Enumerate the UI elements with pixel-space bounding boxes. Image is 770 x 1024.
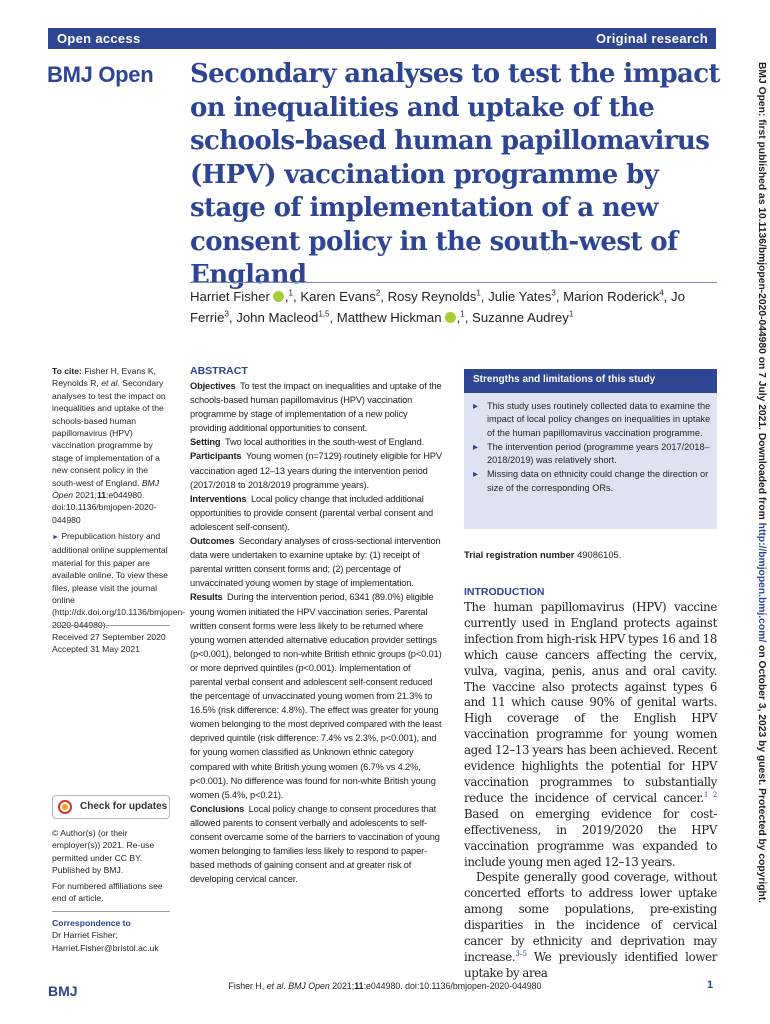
- abstract-section-label: Setting: [190, 437, 221, 448]
- check-for-updates-button[interactable]: [52, 795, 170, 819]
- affiliation-number: 2: [375, 288, 381, 298]
- abstract-section-label: Results: [190, 592, 223, 603]
- trial-number: 49086105.: [577, 549, 622, 560]
- copyright-note: © Author(s) (or their employer(s)) 2021. Re-use permitted under CC BY. Published by BMJ.: [52, 828, 155, 876]
- article-type-label: Original research: [595, 31, 708, 46]
- abstract-section-text: During the intervention period, 6341 (89.0%) eligible young women initiated the HPV vaccination series. Parental written consent forms were less likely to be returned where young women attended alternative education provider settings (p<0.001), belonged to non-white British ethnic groups (p<0.01) or more deprived quintiles (p<0.001). Implementation of parental verbal consent and adolescent self-consent reduced the percentage of unvaccinated young women from 21.3% to 16.5% (risk difference: 4.8%). The effect was greater for young women belonging to the most deprived compared with the least deprived quintile (risk difference: 7.4% vs 2.3%, p<0.001), and for young women classified as Unknown ethnic category compared with white British young women (6.7% vs 4.2%, p<0.001). No difference was found for non-white British young women (5.4%, p<0.21).: [190, 592, 442, 800]
- author[interactable]: [488, 289, 556, 304]
- author[interactable]: Harriet Fisher ,$^1$: [190, 288, 293, 304]
- abstract-section: [190, 449, 445, 491]
- abstract-section-text: Two local authorities in the south-west of England.: [224, 437, 425, 448]
- author[interactable]: Matthew Hickman ,$^1$: [336, 309, 465, 325]
- orcid-icon[interactable]: [445, 312, 456, 323]
- dates-block: [52, 631, 170, 656]
- vertical-copyright-note: [756, 62, 767, 903]
- abstract-section-text: To test the impact on inequalities and uptake of the schools-based human papillomavirus (HPV) vaccination programme by stage of implementation of a new policy providing additional opportunities to consent.: [190, 381, 442, 434]
- footer-citation: [0, 981, 770, 991]
- footer-cite-sep: .: [283, 981, 289, 991]
- cite-text-2: . Secondary analyses to test the impact on inequalities and uptake of the schools-based human papillomavirus (HPV) vaccination programme by stage of implementation of a new consent policy in the south-west of England.: [52, 378, 166, 488]
- footer-cite-text: Fisher H,: [228, 981, 265, 991]
- abstract-section-text: Young women (n=7129) routinely eligible for HPV vaccination aged 12–13 years during the intervention period (2017/2018 to 2018/2019 programme years).: [190, 451, 442, 490]
- abstract-body: [190, 379, 445, 886]
- check-updates-label: Check for updates: [80, 801, 168, 812]
- author-name: Matthew Hickman: [336, 309, 442, 325]
- reference-link[interactable]: 3–5: [515, 950, 527, 959]
- abstract-section-label: Conclusions: [190, 803, 245, 814]
- abstract-section-label: Interventions: [190, 493, 247, 504]
- orcid-icon[interactable]: [273, 291, 284, 302]
- affiliation-number: 1: [288, 288, 293, 298]
- abstract-section: [190, 590, 445, 801]
- abstract-section-label: Objectives: [190, 381, 236, 391]
- author[interactable]: [563, 289, 663, 304]
- author[interactable]: [472, 310, 573, 325]
- intro-p2-text: Despite generally good coverage, without concerted efforts to address lower uptake among some populations, pre-existing disparities in the incidence of cervical cancer by ethnicity and deprivation may increase.: [464, 870, 717, 964]
- journal-logo[interactable]: BMJ Open: [47, 62, 154, 87]
- abstract-section: [190, 534, 445, 590]
- open-access-label: Open access: [57, 31, 141, 46]
- abstract-heading: ABSTRACT: [190, 365, 248, 377]
- article-title: Secondary analyses to test the impact on inequalities and uptake of the schools-based human papillomavirus (HPV) vaccination programme by stage of implementation of a new consent policy in the south-west of England: [190, 59, 720, 290]
- intro-p1-text-2: Based on emerging evidence for cost-effectiveness, in 2019/2020 the HPV vaccination programme was expanded to include young men aged 12–13 years.: [464, 806, 717, 869]
- affiliation-number: 1: [476, 288, 481, 298]
- check-updates-icon: [58, 800, 72, 814]
- footer-cite-doi: :e044980. doi:10.1136/bmjopen-2020-044980: [363, 981, 542, 991]
- vertical-note-text: BMJ Open: first published as 10.1136/bmjopen-2020-044980 on 7 July 2021. Downloaded from: [756, 62, 767, 523]
- abstract-section: [190, 379, 445, 435]
- introduction-body: [464, 600, 717, 982]
- title-divider: [190, 282, 717, 283]
- author-name: Marion Roderick: [563, 289, 660, 304]
- footer-cite-volume: 11: [354, 981, 364, 991]
- received-date: Received 27 September 2020: [52, 632, 166, 642]
- strength-item: ▸ This study uses routinely collected data to examine the impact of local policy changes on inequalities in uptake of the human papillomavirus vaccination programme.: [473, 400, 711, 440]
- affiliation-number: 3: [551, 288, 556, 298]
- cite-text-4: :e044980. doi:10.1136/bmjopen-2020-044980: [52, 490, 157, 525]
- author-name: John Macleod: [236, 309, 319, 325]
- cite-text-3: 2021;: [75, 490, 97, 501]
- prepub-text[interactable]: Prepublication history and additional online supplemental material for this paper are available online. To view these files, please visit the journal online (http://dx.doi.org/10.1136/bmjopen-2020-044980).: [52, 531, 186, 630]
- cite-text-1: Fisher H, Evans K, Reynolds R,: [52, 366, 156, 389]
- triangle-bullet-icon: ►: [52, 534, 59, 541]
- cite-volume: 11: [96, 490, 107, 501]
- affiliation-number: 4: [659, 288, 664, 298]
- author-name: Jo Ferrie: [190, 289, 685, 325]
- affiliation-number: 1,5: [318, 309, 330, 319]
- abstract-section-label: Outcomes: [190, 536, 235, 547]
- header-bar: [48, 28, 716, 49]
- prepub-note: [52, 530, 186, 631]
- correspondence-name: Dr Harriet Fisher;: [52, 930, 118, 941]
- strengths-list: [464, 400, 717, 495]
- abstract-section-label: Participants: [190, 451, 242, 462]
- intro-paragraph-1: [464, 600, 717, 870]
- author[interactable]: [236, 310, 329, 325]
- reference-link[interactable]: 1 2: [703, 790, 717, 799]
- abstract-section-text: Secondary analyses of cross-sectional intervention data were undertaken to examine uptake by: (1) receipt of parental written consent forms and; (2) percentage of unvaccinated young women by stage of implementation.: [190, 536, 441, 589]
- introduction-heading: INTRODUCTION: [464, 586, 545, 598]
- vertical-note-text-2: on October 3, 2023 by guest. Protected by copyright.: [756, 642, 767, 904]
- cite-label: To cite:: [52, 366, 82, 376]
- affiliation-number: 1: [460, 309, 465, 319]
- abstract-section-text: Local policy change to consent procedures that allowed parents to consent verbally and adolescents to self-consent overcame some of the barriers to vaccination of young women belonging to families less likely to respond to paper-based methods of gaining consent and at greater risk of developing cervical cancer.: [190, 803, 440, 885]
- footer-cite-etal: et al: [266, 981, 284, 991]
- cite-journal: BMJ Open: [52, 477, 160, 501]
- intro-p2-text-2: We previously identified lower uptake by area: [464, 949, 717, 980]
- cite-block: [52, 365, 170, 526]
- affiliation-number: 1: [568, 309, 574, 319]
- strengths-heading: Strengths and limitations of this study: [464, 369, 717, 393]
- correspondence-block: [52, 917, 170, 954]
- page-number: 1: [707, 979, 714, 991]
- author-name: Harriet Fisher: [190, 289, 270, 304]
- footer-cite-year: 2021;: [329, 981, 355, 991]
- author[interactable]: [300, 289, 380, 304]
- trial-registration: [464, 549, 621, 560]
- strength-item: ▸ The intervention period (programme years 2017/2018–2018/2019) was relatively short.: [473, 441, 711, 468]
- footer-cite-journal: BMJ Open: [288, 981, 330, 991]
- author-name: Suzanne Audrey: [472, 309, 569, 325]
- bmj-footer-logo[interactable]: BMJ: [48, 983, 78, 999]
- correspondence-email[interactable]: Harriet.Fisher@bristol.ac.uk: [52, 942, 159, 953]
- author-name: Rosy Reynolds: [387, 289, 477, 304]
- intro-p1-text: The human papillomavirus (HPV) vaccine currently used in England protects against infection from high-risk HPV types 16 and 18 which cause cancers affecting the cervix, vulva, vagina, penis, anus and oral cavity. The vaccine also protects against types 6 and 11 which cause 90% of genital warts. High coverage of the English HPV vaccination programme for young women aged 12–13 years has been achieved. Recent evidence highlights the potential for HPV vaccination programmes to substantially reduce the incidence of cervical cancer.: [464, 600, 717, 805]
- trial-label: Trial registration number: [464, 549, 575, 560]
- strength-item: ▸ Missing data on ethnicity could change the direction or size of the corresponding ORs.: [473, 468, 711, 495]
- accepted-date: Accepted 31 May 2021: [52, 644, 140, 655]
- strengths-limitations-box: [464, 369, 717, 529]
- author[interactable]: [388, 289, 481, 304]
- abstract-section: [190, 802, 445, 887]
- intro-paragraph-2: [464, 870, 717, 981]
- sidebar-divider: [52, 625, 170, 626]
- author-list: Harriet Fisher ,$^1$, Karen Evans$^2$, Rosy Reynolds$^1$, Julie Yates$^3$, Marion Roderick$^4$, Jo Ferrie$^3$, John Macleod$^{1,5}$, Matthew Hickman ,$^1$, Suzanne Audrey$^1$: [190, 288, 685, 325]
- affiliation-number: 3: [224, 309, 229, 319]
- abstract-section-text: Local policy change that included additional opportunities to provide consent (parental verbal consent and adolescent self-consent).: [190, 493, 434, 532]
- affiliations-note: For numbered affiliations see end of article.: [52, 881, 163, 904]
- author-name: Karen Evans: [300, 289, 376, 304]
- journal-url-link[interactable]: http://bmjopen.bmj.com/: [756, 522, 767, 643]
- cite-etal: et al: [101, 378, 118, 389]
- author-name: Julie Yates: [488, 289, 552, 304]
- abstract-section: [190, 435, 445, 449]
- abstract-section: [190, 492, 445, 534]
- sidebar-divider-2: [52, 911, 170, 912]
- correspondence-heading: Correspondence to: [52, 918, 131, 928]
